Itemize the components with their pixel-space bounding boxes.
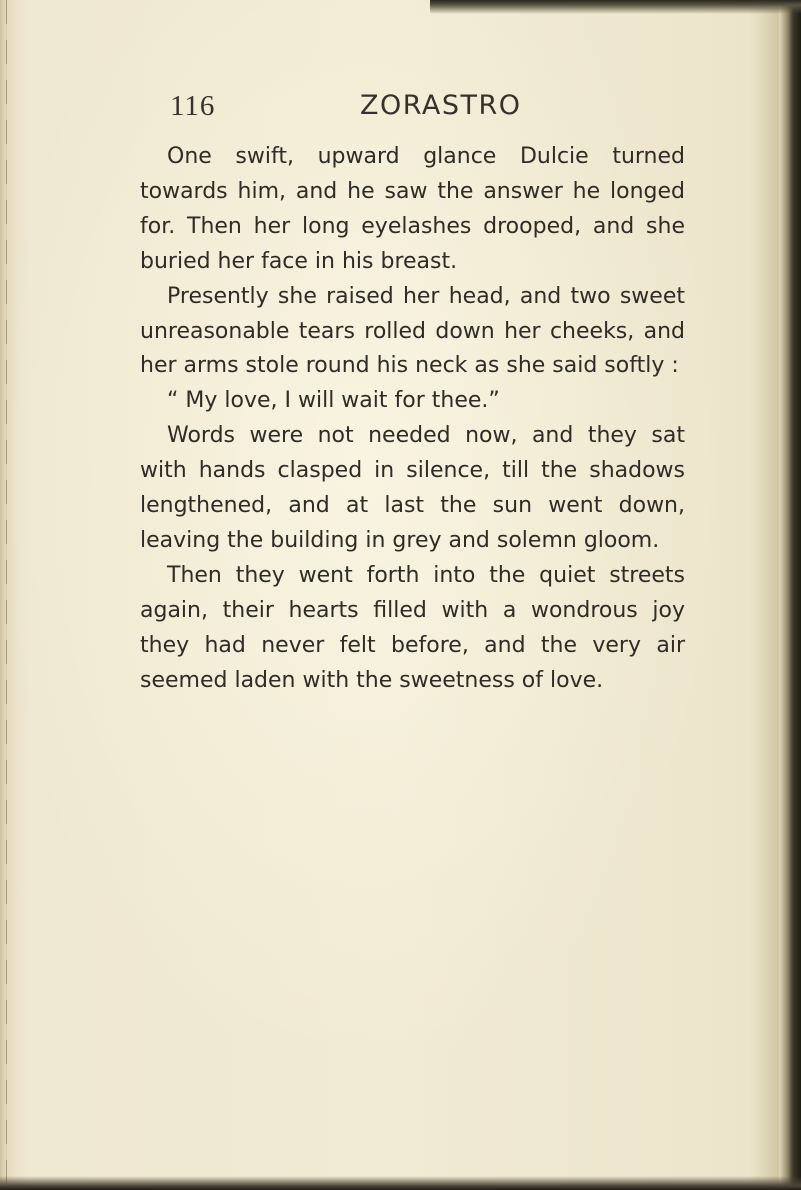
body-text [140,140,685,699]
paragraph: One swift, upward glance Dulcie turned towards him, and he saw the answer he longed for. Then her long eyelashes drooped, and she buried her face in his breast. [140,144,685,274]
paragraph: Presently she raised her head, and two sweet unreasonable tears rolled down her cheeks, and her arms stole round his neck as she said softly : [140,283,685,379]
book-right-edge [779,0,801,1190]
running-title: ZORASTRO [360,90,522,121]
paragraph: Then they went forth into the quiet streets again, their hearts filled with a wondrous joy they had never felt before, and the very air seemed laden with the sweetness of love. [140,562,685,693]
paragraph: “ My love, I will wait for thee.” [167,388,500,414]
binding-stitch-line [6,0,7,1190]
binding-edge [0,0,14,1190]
running-header [168,90,728,130]
book-top-edge [430,0,801,14]
paragraph: Words were not needed now, and they sat with hands clasped in silence, till the shadows lengthened, and at last the sun went down, leaving the building in grey and solemn gloom. [140,423,685,553]
page-shadow [749,0,779,1190]
book-bottom-edge [0,1176,801,1190]
page-number: 116 [170,90,216,122]
